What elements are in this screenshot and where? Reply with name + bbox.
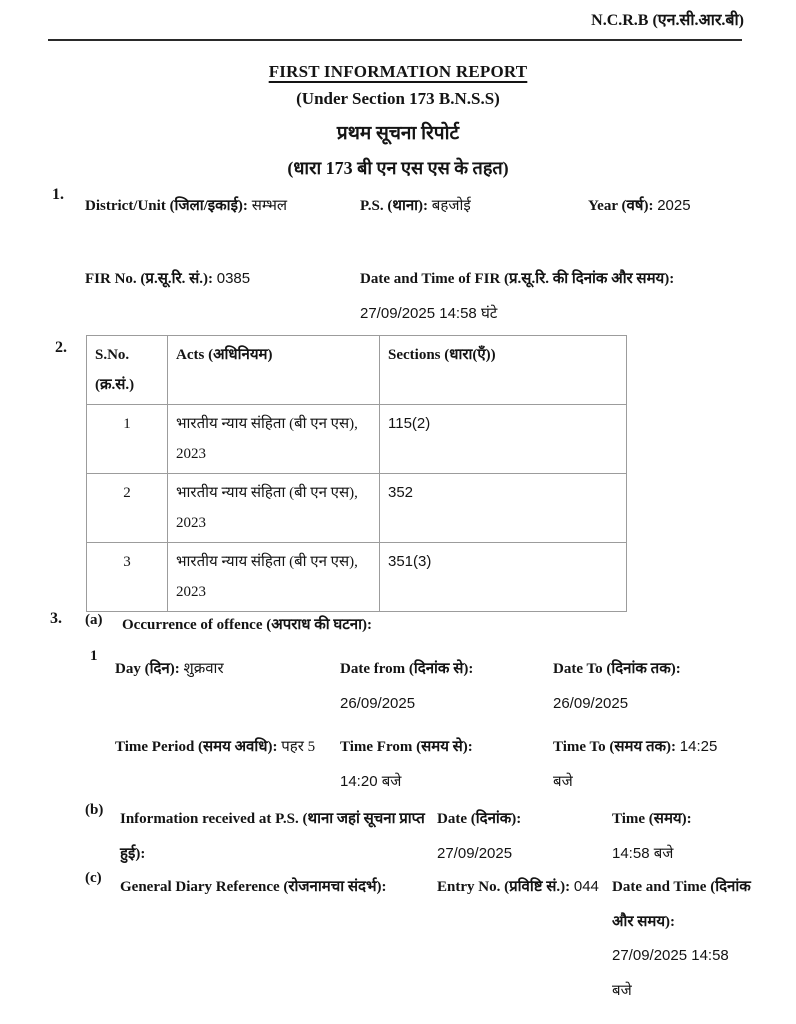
table-row xyxy=(87,474,627,543)
info-date-field xyxy=(437,802,605,871)
time-to-value: 14:25 बजे xyxy=(553,738,718,790)
report-title: FIRST INFORMATION REPORT xyxy=(268,62,528,81)
gd-datetime-value: 27/09/2025 14:58 बजे xyxy=(612,947,729,999)
date-to-value: 26/09/2025 xyxy=(553,694,629,712)
occurrence-row-number: 1 xyxy=(90,648,98,664)
header-divider xyxy=(48,39,742,41)
act-cell: भारतीय न्याय संहिता (बी एन एस), 2023 xyxy=(168,474,380,543)
sections-cell: 351(3) xyxy=(380,543,627,612)
info-received-field xyxy=(120,802,428,871)
section-1-number: 1. xyxy=(52,186,64,203)
report-title-hindi: प्रथम सूचना रिपोर्ट xyxy=(336,123,460,144)
report-subtitle-hindi: (धारा 173 बी एन एस एस के तहत) xyxy=(287,158,509,178)
header-sections: Sections (धारा(एँ)) xyxy=(380,336,627,405)
clause-b-marker: (b) xyxy=(85,802,104,818)
act-cell: भारतीय न्याय संहिता (बी एन एस), 2023 xyxy=(168,543,380,612)
report-subtitle: (Under Section 173 B.N.S.S) xyxy=(296,89,500,108)
year-value: 2025 xyxy=(657,197,691,214)
entry-no-value: 044 xyxy=(573,878,599,895)
day-field xyxy=(115,652,330,687)
sno-cell: 2 xyxy=(87,474,168,543)
year-label: Year (वर्ष): xyxy=(588,198,654,214)
fir-datetime-field xyxy=(360,262,752,331)
time-to-field xyxy=(553,730,721,799)
info-time-value: 14:58 बजे xyxy=(612,844,674,862)
gd-reference-field xyxy=(120,870,420,905)
table-row xyxy=(87,543,627,612)
info-date-label: Date (दिनांक): xyxy=(437,811,522,827)
clause-a-marker: (a) xyxy=(85,612,103,628)
entry-no-label: Entry No. (प्रविष्टि सं.): xyxy=(437,879,571,895)
info-date-value: 27/09/2025 xyxy=(437,844,513,862)
info-received-label: Information received at P.S. (थाना जहां सूचना प्राप्त हुई): xyxy=(120,811,425,862)
time-period-field xyxy=(115,730,320,765)
ncrb-org-heading: N.C.R.B (एन.सी.आर.बी) xyxy=(591,12,744,29)
section-3-number: 3. xyxy=(50,610,62,627)
clause-c-marker: (c) xyxy=(85,870,102,886)
day-value: शुक्रवार xyxy=(183,661,224,677)
sections-cell: 352 xyxy=(380,474,627,543)
district-field xyxy=(85,189,357,224)
fir-no-field xyxy=(85,262,365,297)
section-2-number: 2. xyxy=(55,339,67,356)
title-block xyxy=(0,62,796,180)
time-from-label: Time From (समय से): xyxy=(340,739,473,755)
gd-datetime-field xyxy=(612,870,752,1008)
ps-label: P.S. (थाना): xyxy=(360,198,429,214)
date-from-value: 26/09/2025 xyxy=(340,694,416,712)
district-value: सम्भल xyxy=(251,198,288,214)
occurrence-heading: Occurrence of offence (अपराध की घटना): xyxy=(122,617,372,633)
sno-cell: 3 xyxy=(87,543,168,612)
header-sno: S.No. (क्र.सं.) xyxy=(87,336,168,405)
act-cell: भारतीय न्याय संहिता (बी एन एस), 2023 xyxy=(168,405,380,474)
ps-field xyxy=(360,189,585,224)
time-to-label: Time To (समय तक): xyxy=(553,739,677,755)
date-to-field xyxy=(553,652,745,721)
table-header-row xyxy=(87,336,627,405)
time-period-label: Time Period (समय अवधि): xyxy=(115,739,278,755)
ps-value: बहजोई xyxy=(431,198,471,214)
date-from-field xyxy=(340,652,545,721)
date-to-label: Date To (दिनांक तक): xyxy=(553,661,681,677)
table-row xyxy=(87,405,627,474)
date-from-label: Date from (दिनांक से): xyxy=(340,661,474,677)
fir-no-label: FIR No. (प्र.सू.रि. सं.): xyxy=(85,271,213,287)
sno-cell: 1 xyxy=(87,405,168,474)
time-from-value: 14:20 बजे xyxy=(340,772,402,790)
district-label: District/Unit (जिला/इकाई): xyxy=(85,198,248,214)
header-acts: Acts (अधिनियम) xyxy=(168,336,380,405)
fir-datetime-value: 27/09/2025 14:58 घंटे xyxy=(360,304,498,322)
gd-datetime-label: Date and Time (दिनांक और समय): xyxy=(612,879,751,930)
fir-datetime-label: Date and Time of FIR (प्र.सू.रि. की दिनांक और समय): xyxy=(360,271,675,287)
acts-sections-table xyxy=(86,335,627,612)
day-label: Day (दिन): xyxy=(115,661,180,677)
sections-cell: 115(2) xyxy=(380,405,627,474)
gd-reference-label: General Diary Reference (रोजनामचा संदर्भ): xyxy=(120,879,387,895)
year-field xyxy=(588,189,758,224)
info-time-label: Time (समय): xyxy=(612,811,692,827)
time-period-value: पहर 5 xyxy=(281,739,316,755)
info-time-field xyxy=(612,802,757,871)
time-from-field xyxy=(340,730,545,799)
entry-no-field xyxy=(437,870,602,905)
fir-no-value: 0385 xyxy=(216,270,251,287)
